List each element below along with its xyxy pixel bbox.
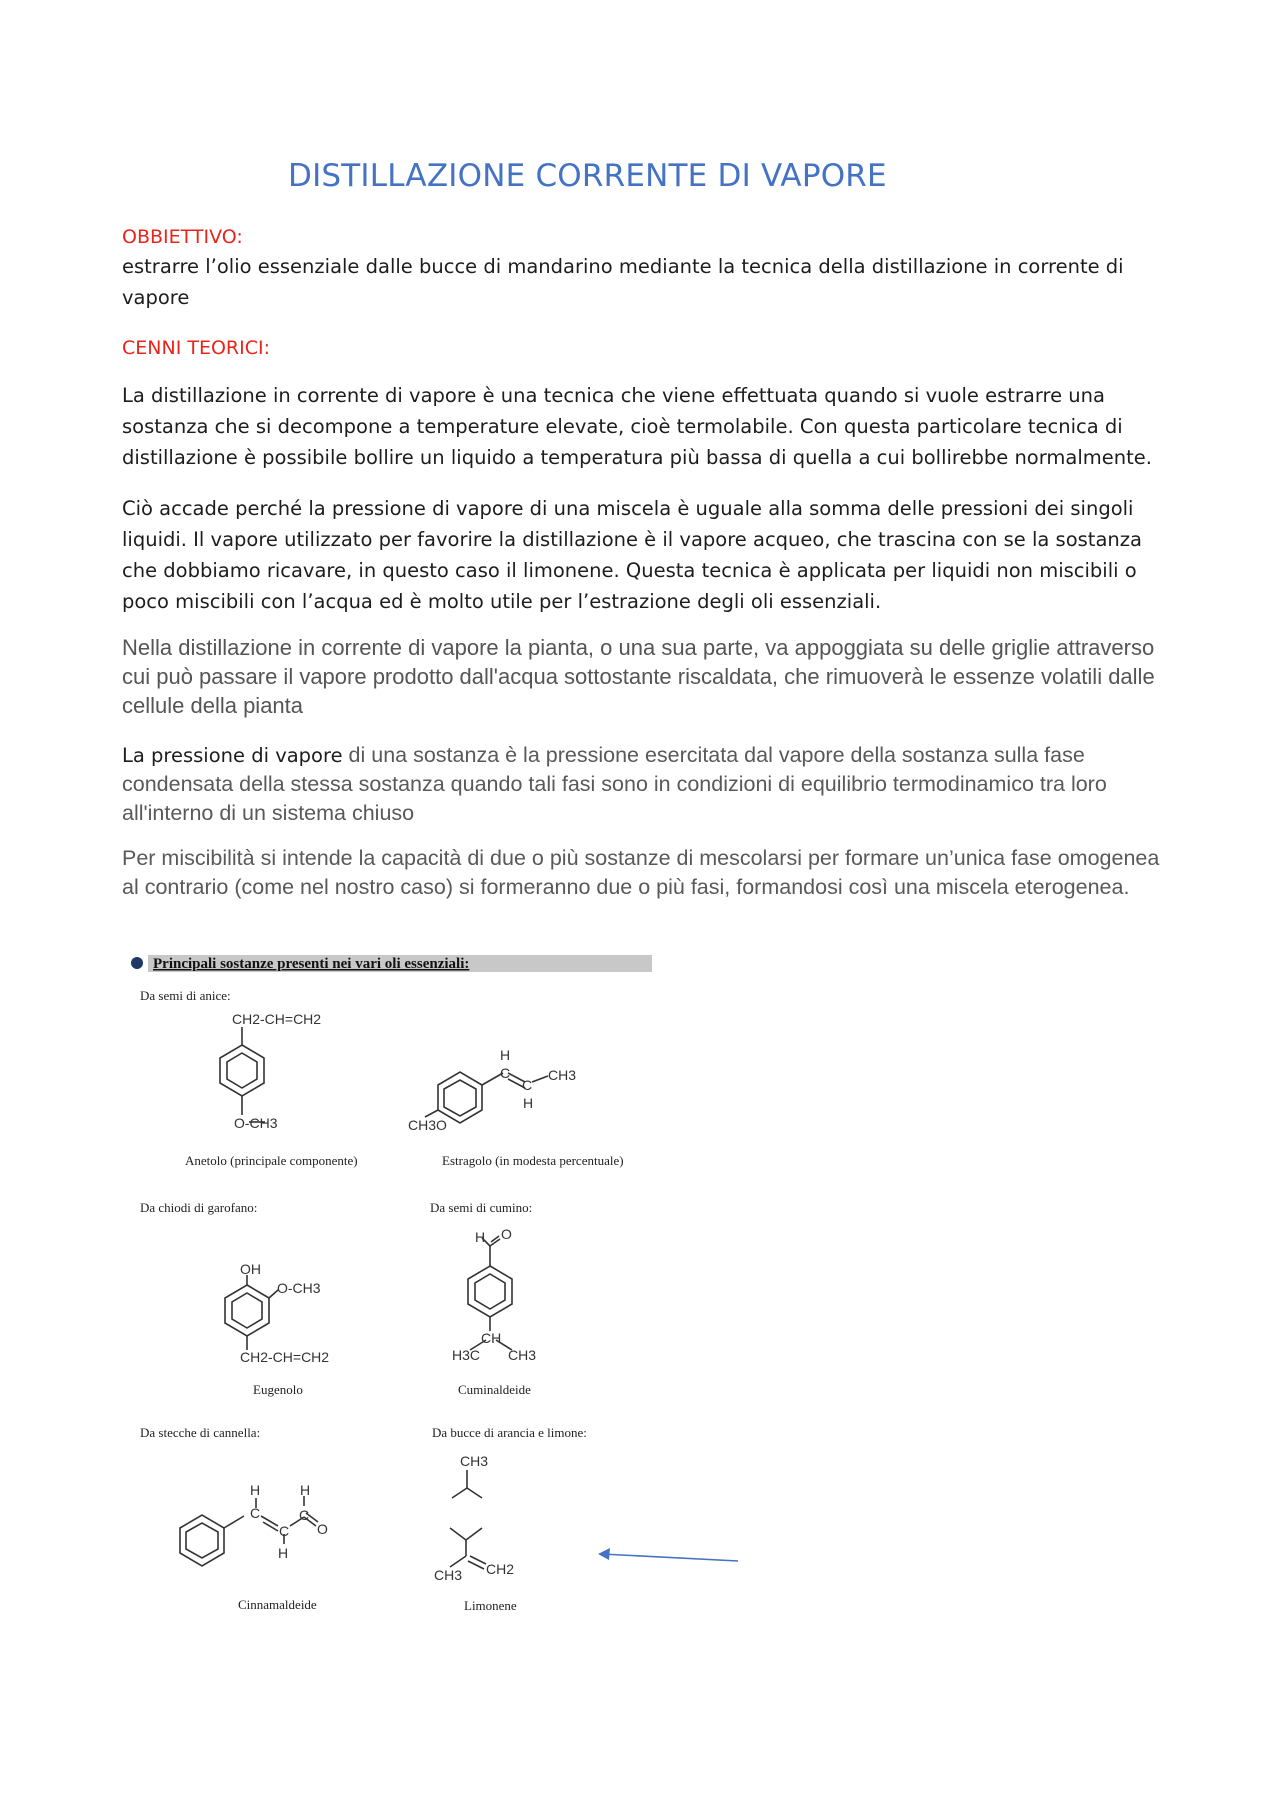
anethole-name: Anetolo (principale componente): [185, 1153, 358, 1168]
figure-heading: Principali sostanze presenti nei vari oli essenziali:: [153, 956, 470, 972]
anethole-och3-label: O-CH3: [234, 1115, 278, 1131]
cinnamaldehyde-name: Cinnamaldeide: [238, 1597, 317, 1612]
source-clove: Da chiodi di garofano:: [140, 1200, 258, 1215]
eugenol-och3-label: O-CH3: [277, 1280, 321, 1296]
cuminaldehyde-ch-label: CH: [481, 1330, 502, 1346]
cinnamaldehyde-c1: C: [250, 1505, 261, 1521]
cuminaldehyde-h-label: H: [475, 1229, 486, 1245]
anethole-structure: [220, 1027, 265, 1122]
estragole-h-top: H: [500, 1047, 511, 1063]
eugenol-oh-label: OH: [240, 1261, 261, 1277]
cinnamaldehyde-h3: H: [300, 1482, 311, 1498]
cinnamaldehyde-c2: C: [279, 1523, 290, 1539]
source-cumin: Da semi di cumino:: [430, 1200, 533, 1215]
theory-label: CENNI TEORICI:: [122, 337, 270, 359]
objective-label: OBBIETTIVO:: [122, 226, 243, 248]
vapor-pressure-paragraph: [122, 741, 1172, 828]
limonene-ch3-bottom: CH3: [434, 1567, 463, 1583]
cuminaldehyde-o-label: O: [501, 1226, 512, 1242]
estragole-h-bottom: H: [523, 1095, 534, 1111]
estragole-ch3: CH3: [548, 1067, 577, 1083]
estragole-c2: C: [522, 1077, 533, 1093]
limonene-arrow: [598, 1548, 738, 1561]
cinnamaldehyde-c3: C: [299, 1507, 310, 1523]
essential-oils-figure: [120, 950, 770, 1650]
theory-paragraph-1: La distillazione in corrente di vapore è una tecnica che viene effettuata quando si vuole estrarre una sostanza che si decompone a temperature elevate, cioè termolabile. Con questa particolare tecnica di distillazione è possibile bollire un liquido a temperatura più bassa di quella a cui bollirebbe normalmente.: [122, 384, 1152, 469]
theory-paragraph-2: Ciò accade perché la pressione di vapore di una miscela è uguale alla somma delle pressioni dei singoli liquidi. Il vapore utilizzato per favorire la distillazione è il vapore acqueo, che trascina con se la sostanza che dobbiamo ricavare, in questo caso il limonene. Questa tecnica è applicata per liquidi non miscibili o poco miscibili con l’acqua ed è molto utile per l’estrazione degli oli essenziali.: [122, 497, 1142, 613]
miscibility-paragraph: Per miscibilità si intende la capacità di due o più sostanze di mescolarsi per formare un’unica fase omogenea al contrario (come nel nostro caso) si formeranno due o più fasi, formandosi così una miscela eterogenea.: [122, 846, 1160, 899]
source-cinnamon: Da stecche di cannella:: [140, 1425, 261, 1440]
objective-text: estrarre l’olio essenziale dalle bucce di mandarino mediante la tecnica della distillazione in corrente di vapore: [122, 255, 1124, 309]
estragole-c1: C: [500, 1065, 511, 1081]
cinnamaldehyde-structure: [180, 1496, 318, 1566]
source-citrus: Da bucce di arancia e limone:: [432, 1425, 587, 1440]
cuminaldehyde-ch3-label: CH3: [508, 1347, 537, 1363]
limonene-structure: [450, 1470, 486, 1569]
cinnamaldehyde-h2: H: [278, 1545, 289, 1561]
limonene-ch2: CH2: [486, 1561, 515, 1577]
cinnamaldehyde-h1: H: [250, 1482, 261, 1498]
estragole-ch3o-label: CH3O: [408, 1117, 447, 1133]
bullet-icon: [131, 957, 143, 969]
vapor-pressure-definition: di una sostanza è la pressione esercitata dal vapore della sostanza sulla fase condensata della stessa sostanza quando tali fasi sono in condizioni di equilibrio termodinamico tra loro all'interno di un sistema chiuso: [122, 743, 1107, 825]
cuminaldehyde-h3c-label: H3C: [452, 1347, 481, 1363]
document-title: DISTILLAZIONE CORRENTE DI VAPORE: [288, 158, 887, 194]
theory-paragraph-3: Nella distillazione in corrente di vapore la pianta, o una sua parte, va appoggiata su delle griglie attraverso cui può passare il vapore prodotto dall'acqua sottostante riscaldata, che rimuoverà le essenze volatili dalle cellule della pianta: [122, 635, 1155, 718]
estragole-name: Estragolo (in modesta percentuale): [442, 1153, 624, 1168]
vapor-pressure-term: La pressione di vapore: [122, 744, 343, 767]
cinnamaldehyde-o: O: [317, 1521, 328, 1537]
source-anise: Da semi di anice:: [140, 988, 231, 1003]
anethole-allyl-label: CH2-CH=CH2: [232, 1011, 322, 1027]
cuminaldehyde-name: Cuminaldeide: [458, 1382, 531, 1397]
eugenol-structure: [225, 1275, 278, 1350]
limonene-name: Limonene: [464, 1598, 517, 1613]
limonene-ch3-top: CH3: [460, 1453, 489, 1469]
eugenol-name: Eugenolo: [253, 1382, 303, 1397]
eugenol-allyl-label: CH2-CH=CH2: [240, 1349, 330, 1365]
